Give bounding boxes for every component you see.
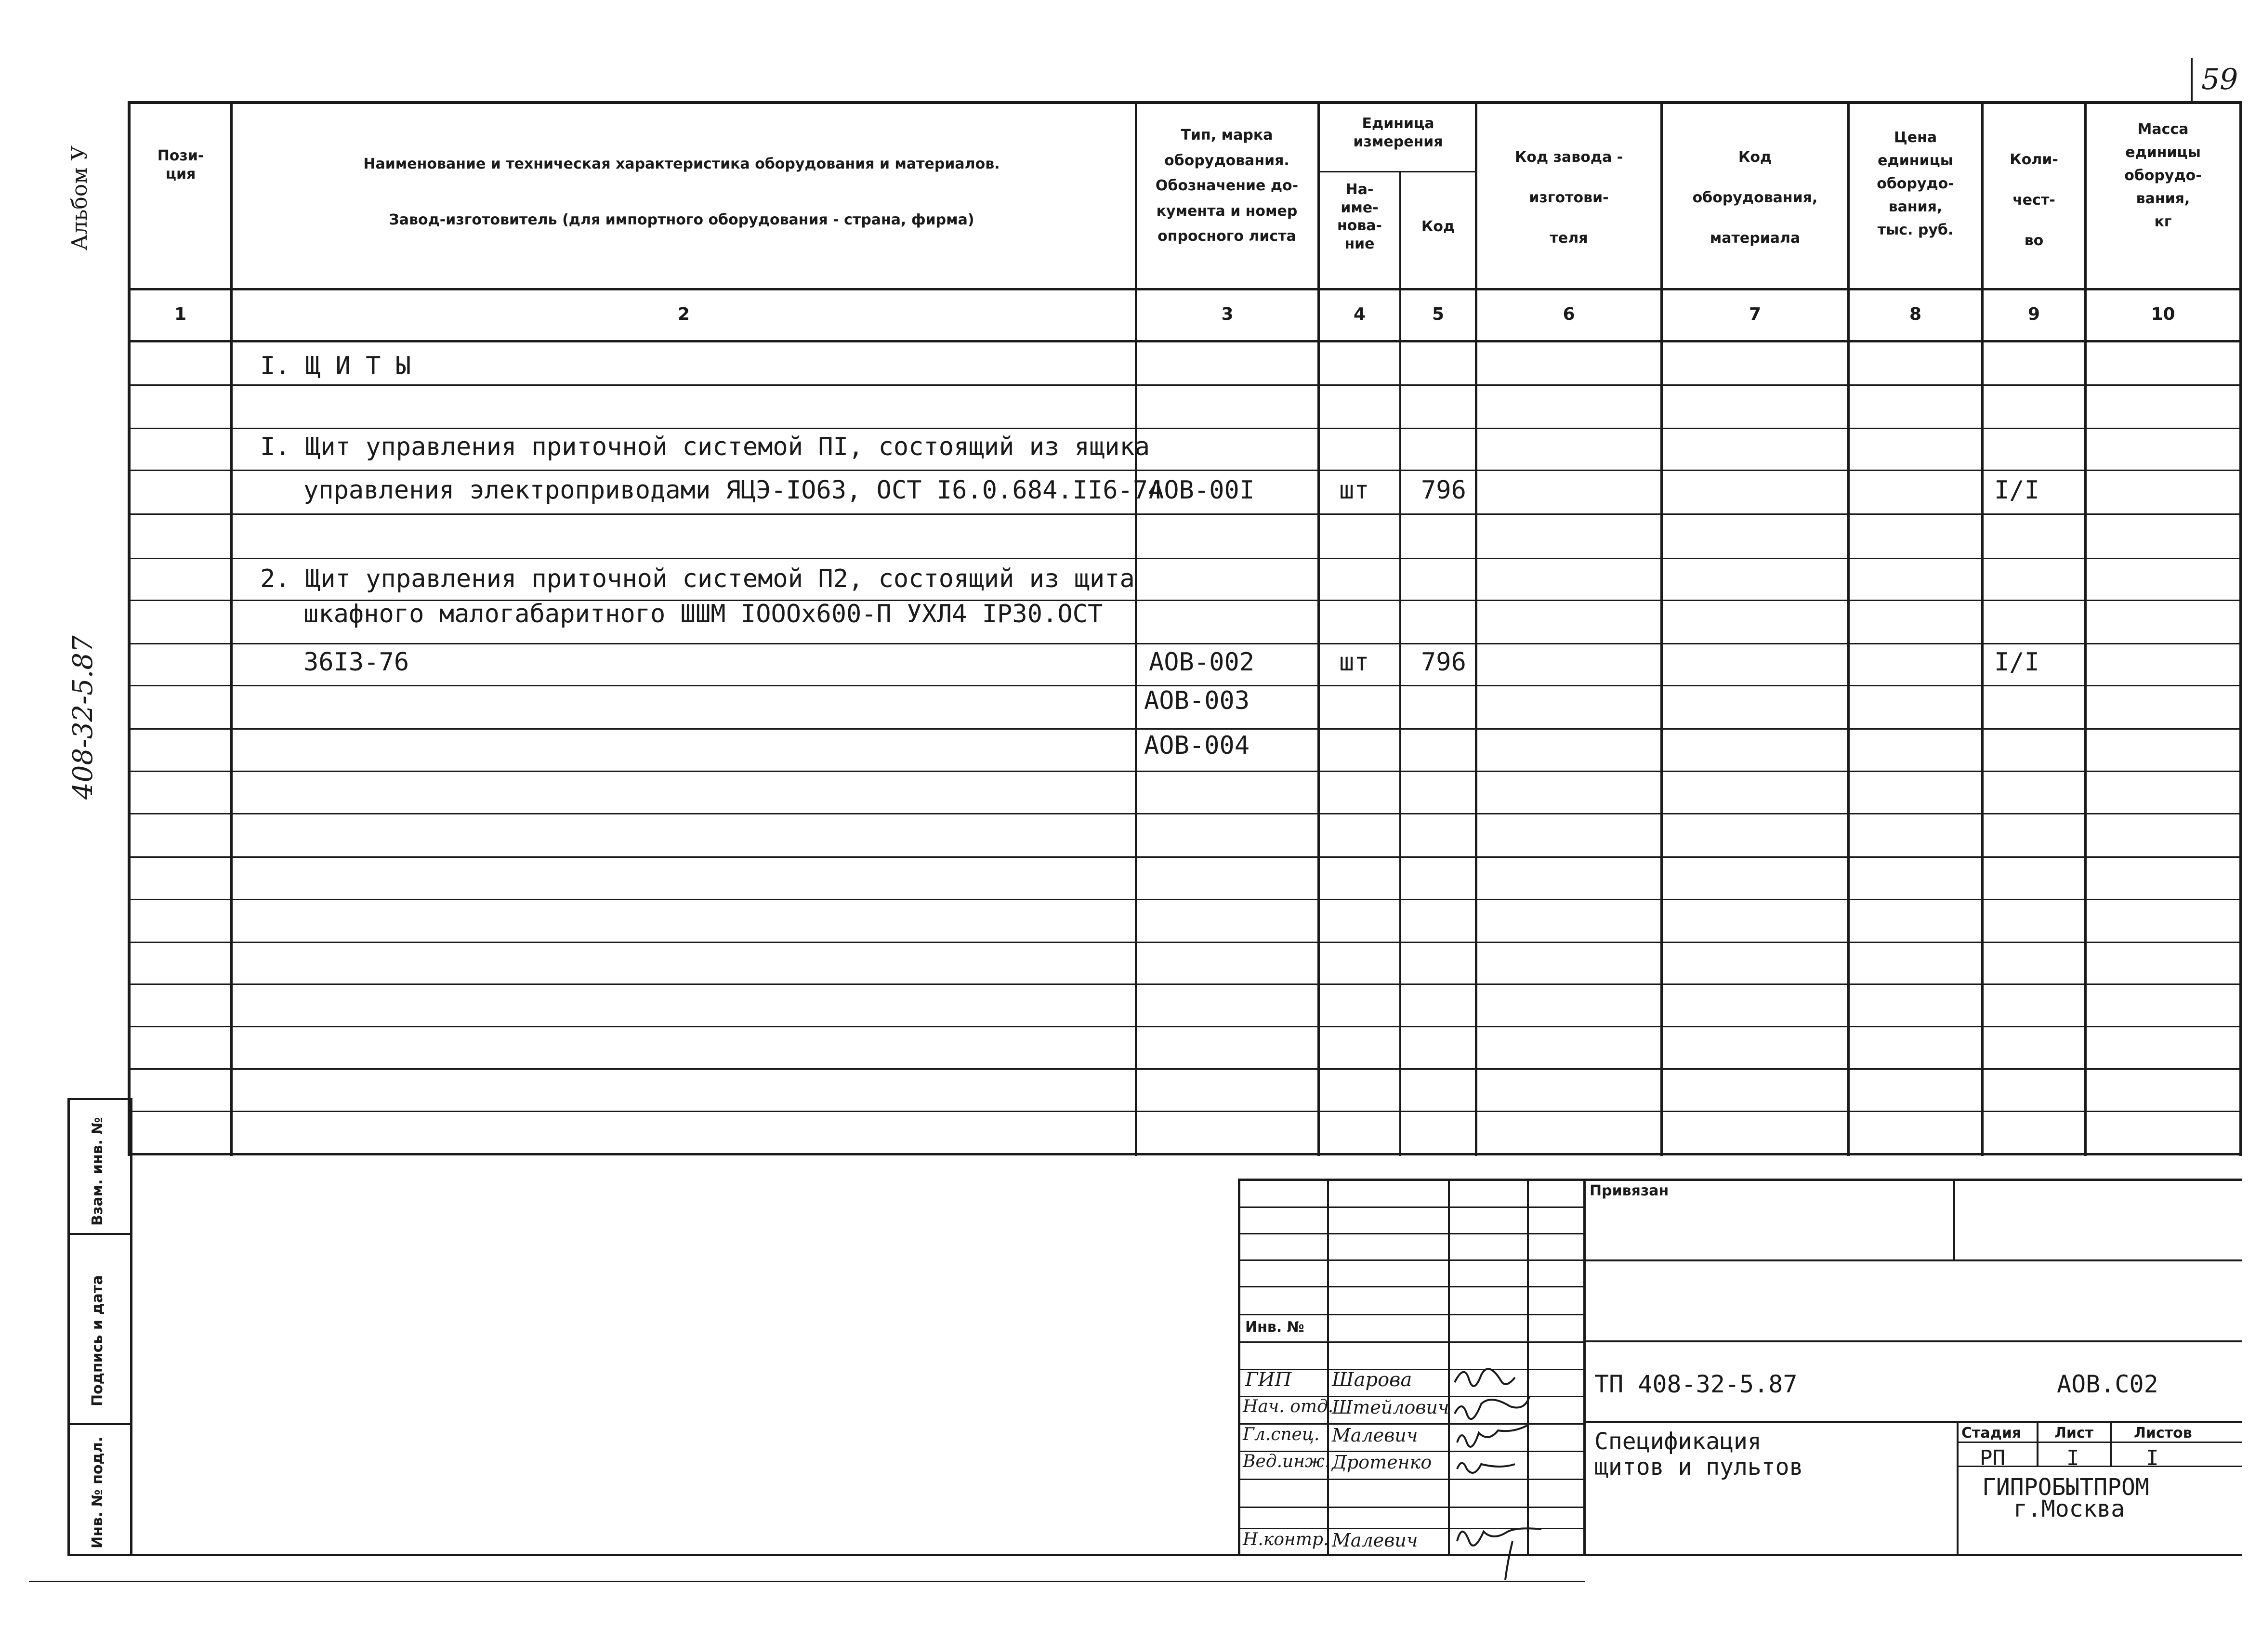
col-num-7: 7 [1749, 304, 1762, 324]
row-item2-qty: I/I [1994, 648, 2039, 677]
row-type-004: АОВ-004 [1144, 731, 1250, 760]
header-mass: Масса единицы оборудо- вания, кг [2124, 121, 2202, 230]
row-item2-unit: шт [1339, 648, 1369, 677]
role-norm-control: Н.контр. [1243, 1530, 1329, 1549]
header-factory-code: Код завода - изготови- теля [1514, 149, 1623, 247]
col-num-4: 4 [1353, 304, 1366, 324]
col-num-3: 3 [1221, 304, 1234, 324]
col-num-9: 9 [2027, 304, 2040, 324]
stage-label: Стадия [1961, 1425, 2022, 1442]
inv-no-label: Инв. № [1245, 1319, 1304, 1336]
row-item1-line1: I. Щит управления приточной системой ПI, состоящий из ящика [260, 433, 1150, 461]
row-item2-line2: шкафного малогабаритного ШШМ IOOOx600-П УХЛ4 IP30.ОСТ [303, 600, 1103, 629]
role-lead-eng: Вед.инж. [1243, 1452, 1330, 1471]
row-item2-code: 796 [1421, 648, 1466, 677]
row-item2-line1: 2. Щит управления приточной системой П2, состоящий из щита [260, 564, 1135, 593]
role-head-dept: Нач. отд. [1243, 1397, 1334, 1416]
role-gip: ГИП [1245, 1369, 1292, 1391]
col-num-10: 10 [2151, 304, 2175, 324]
name-chief-spec: Малевич [1332, 1425, 1418, 1446]
col-num-1: 1 [174, 304, 187, 324]
header-unit-name: На- име- нова- ние [1337, 181, 1382, 252]
project-code: ТП 408-32-5.87 [1594, 1370, 1798, 1398]
row-item2-line3: 36I3-76 [303, 648, 409, 677]
stamp-inv-orig: Инв. № подл. [89, 1436, 106, 1548]
row-item1-line2: управления электроприводами ЯЦЭ-IO63, ОСТ I6.0.684.II6-74 [303, 476, 1163, 505]
sheet-label: Лист [2054, 1425, 2094, 1442]
stamp-sign-date: Подпись и дата [89, 1275, 106, 1406]
row-item1-unit: шт [1339, 476, 1369, 505]
name-gip: Шарова [1332, 1369, 1412, 1391]
doc-title-line2: щитов и пультов [1594, 1454, 1803, 1481]
row-item1-code: 796 [1421, 476, 1466, 505]
col-num-5: 5 [1432, 304, 1445, 324]
col-num-6: 6 [1563, 304, 1575, 324]
header-unit-code: Код [1421, 218, 1455, 235]
name-lead-eng: Дротенко [1332, 1452, 1432, 1473]
header-name-line2: Завод-изготовитель (для импортного оборудования - страна, фирма) [389, 211, 974, 228]
city: г.Москва [2013, 1495, 2125, 1522]
sheet-value: I [2066, 1446, 2079, 1470]
header-equipment-code: Код оборудования, материала [1692, 149, 1818, 247]
sheets-value: I [2146, 1446, 2159, 1470]
header-unit-group: Единица измерения [1353, 115, 1443, 150]
stage-value: РП [1980, 1446, 2005, 1470]
stamp-replaced-inv: Взам. инв. № [89, 1117, 106, 1226]
name-norm-control: Малевич [1332, 1530, 1418, 1551]
row-type-003: АОВ-003 [1144, 686, 1250, 715]
header-type: Тип, марка оборудования. Обозначение до- кумента и номер опросного листа [1155, 127, 1299, 245]
row-section-title: I. Щ И Т Ы [260, 352, 411, 380]
doc-title-line1: Спецификация [1594, 1428, 1762, 1455]
linked-label: Привязан [1590, 1182, 1669, 1199]
col-num-8: 8 [1909, 304, 1922, 324]
project-code-side: 408-32-5.87 [67, 635, 99, 800]
signatures [1450, 1358, 1546, 1580]
row-item1-type: АОВ-00I [1149, 476, 1255, 505]
role-chief-spec: Гл.спец. [1243, 1425, 1320, 1444]
page-number: 59 [2201, 63, 2238, 96]
header-price: Цена единицы оборудо- вания, тыс. руб. [1877, 129, 1954, 238]
header-position: Пози- ция [157, 147, 204, 183]
sheets-label: Листов [2134, 1425, 2192, 1442]
organization: ГИПРОБЫТПРОМ [1982, 1474, 2149, 1501]
col-num-2: 2 [677, 304, 690, 324]
name-head-dept: Штейлович [1332, 1397, 1449, 1418]
row-item1-qty: I/I [1994, 476, 2039, 505]
row-item2-type: АОВ-002 [1149, 648, 1255, 677]
album-label: Альбом У [67, 145, 92, 250]
sheet-code: АОВ.С02 [2057, 1370, 2158, 1398]
header-quantity: Коли- чест- во [2010, 151, 2058, 249]
header-name-line1: Наименование и техническая характеристика оборудования и материалов. [363, 156, 1000, 172]
